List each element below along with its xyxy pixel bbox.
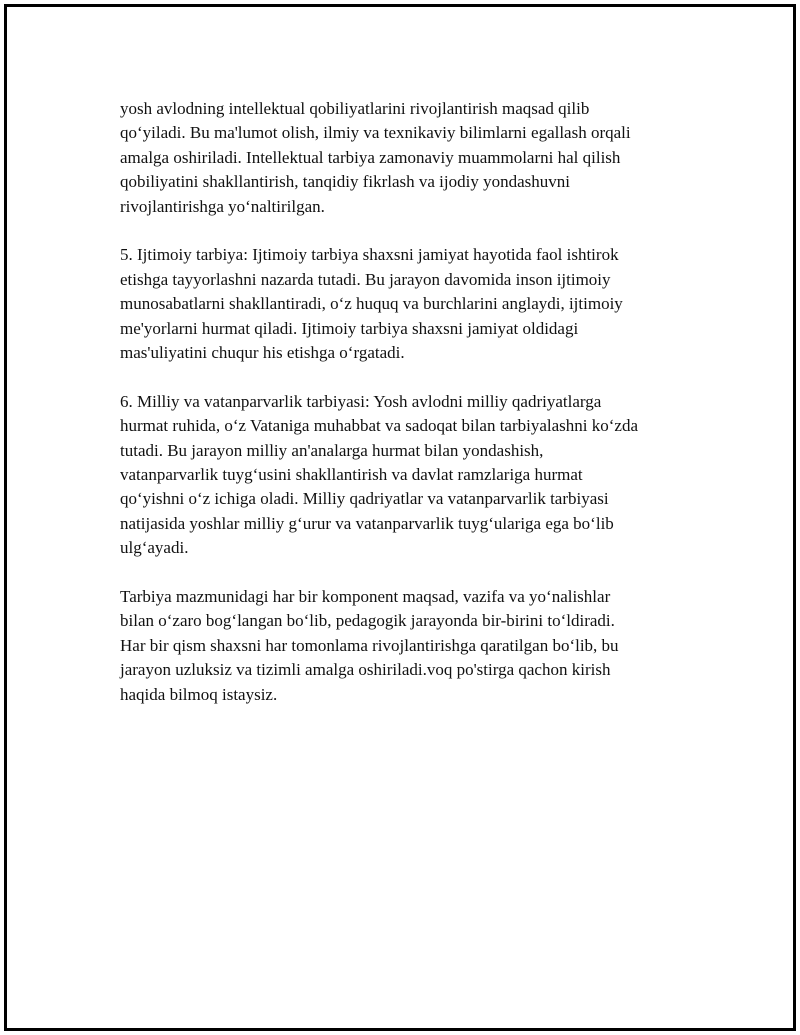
document-page <box>4 4 796 1031</box>
document-body <box>120 97 705 732</box>
paragraph-intellectual-education: yosh avlodning intellektual qobiliyatlarini rivojlantirish maqsad qilib qo‘yiladi. Bu ma'lumot olish, ilmiy va texnikaviy bilimlarni egallash orqali amalga oshiriladi. Intellektual tarbiya zamonaviy muammolarni hal qilish qobiliyatini shakllantirish, tanqidiy fikrlash va ijodiy yondashuvni rivojlantirishga yo‘naltirilgan. <box>120 99 631 216</box>
paragraph-social-education: 5. Ijtimoiy tarbiya: Ijtimoiy tarbiya shaxsni jamiyat hayotida faol ishtirok etishga tayyorlashni nazarda tutadi. Bu jarayon davomida inson ijtimoiy munosabatlarni shakllantiradi, o‘z huquq va burchlarini anglaydi, ijtimoiy me'yorlarni hurmat qiladi. Ijtimoiy tarbiya shaxsni jamiyat oldidagi mas'uliyatini chuqur his etishga o‘rgatadi. <box>120 245 623 363</box>
paragraph-conclusion: Tarbiya mazmunidagi har bir komponent maqsad, vazifa va yo‘nalishlar bilan o‘zaro bog‘langan bo‘lib, pedagogik jarayonda bir-birini to‘ldiradi. Har bir qism shaxsni har tomonlama rivojlantirishga qaratilgan bo‘lib, bu jarayon uzluksiz va tizimli amalga oshiriladi.voq po'stirga qachon kirish haqida bilmoq istaysiz. <box>120 587 619 704</box>
paragraph-national-patriotic-education: 6. Milliy va vatanparvarlik tarbiyasi: Yosh avlodni milliy qadriyatlarga hurmat ruhida, o‘z Vataniga muhabbat va sadoqat bilan tarbiyalashni ko‘zda tutadi. Bu jarayon milliy an'analarga hurmat bilan yondashish, vatanparvarlik tuyg‘usini shakllantirish va davlat ramzlariga hurmat qo‘yishni o‘z ichiga oladi. Milliy qadriyatlar va vatanparvarlik tarbiyasi natijasida yoshlar milliy g‘urur va vatanparvarlik tuyg‘ulariga ega bo‘lib ulg‘ayadi. <box>120 391 639 558</box>
